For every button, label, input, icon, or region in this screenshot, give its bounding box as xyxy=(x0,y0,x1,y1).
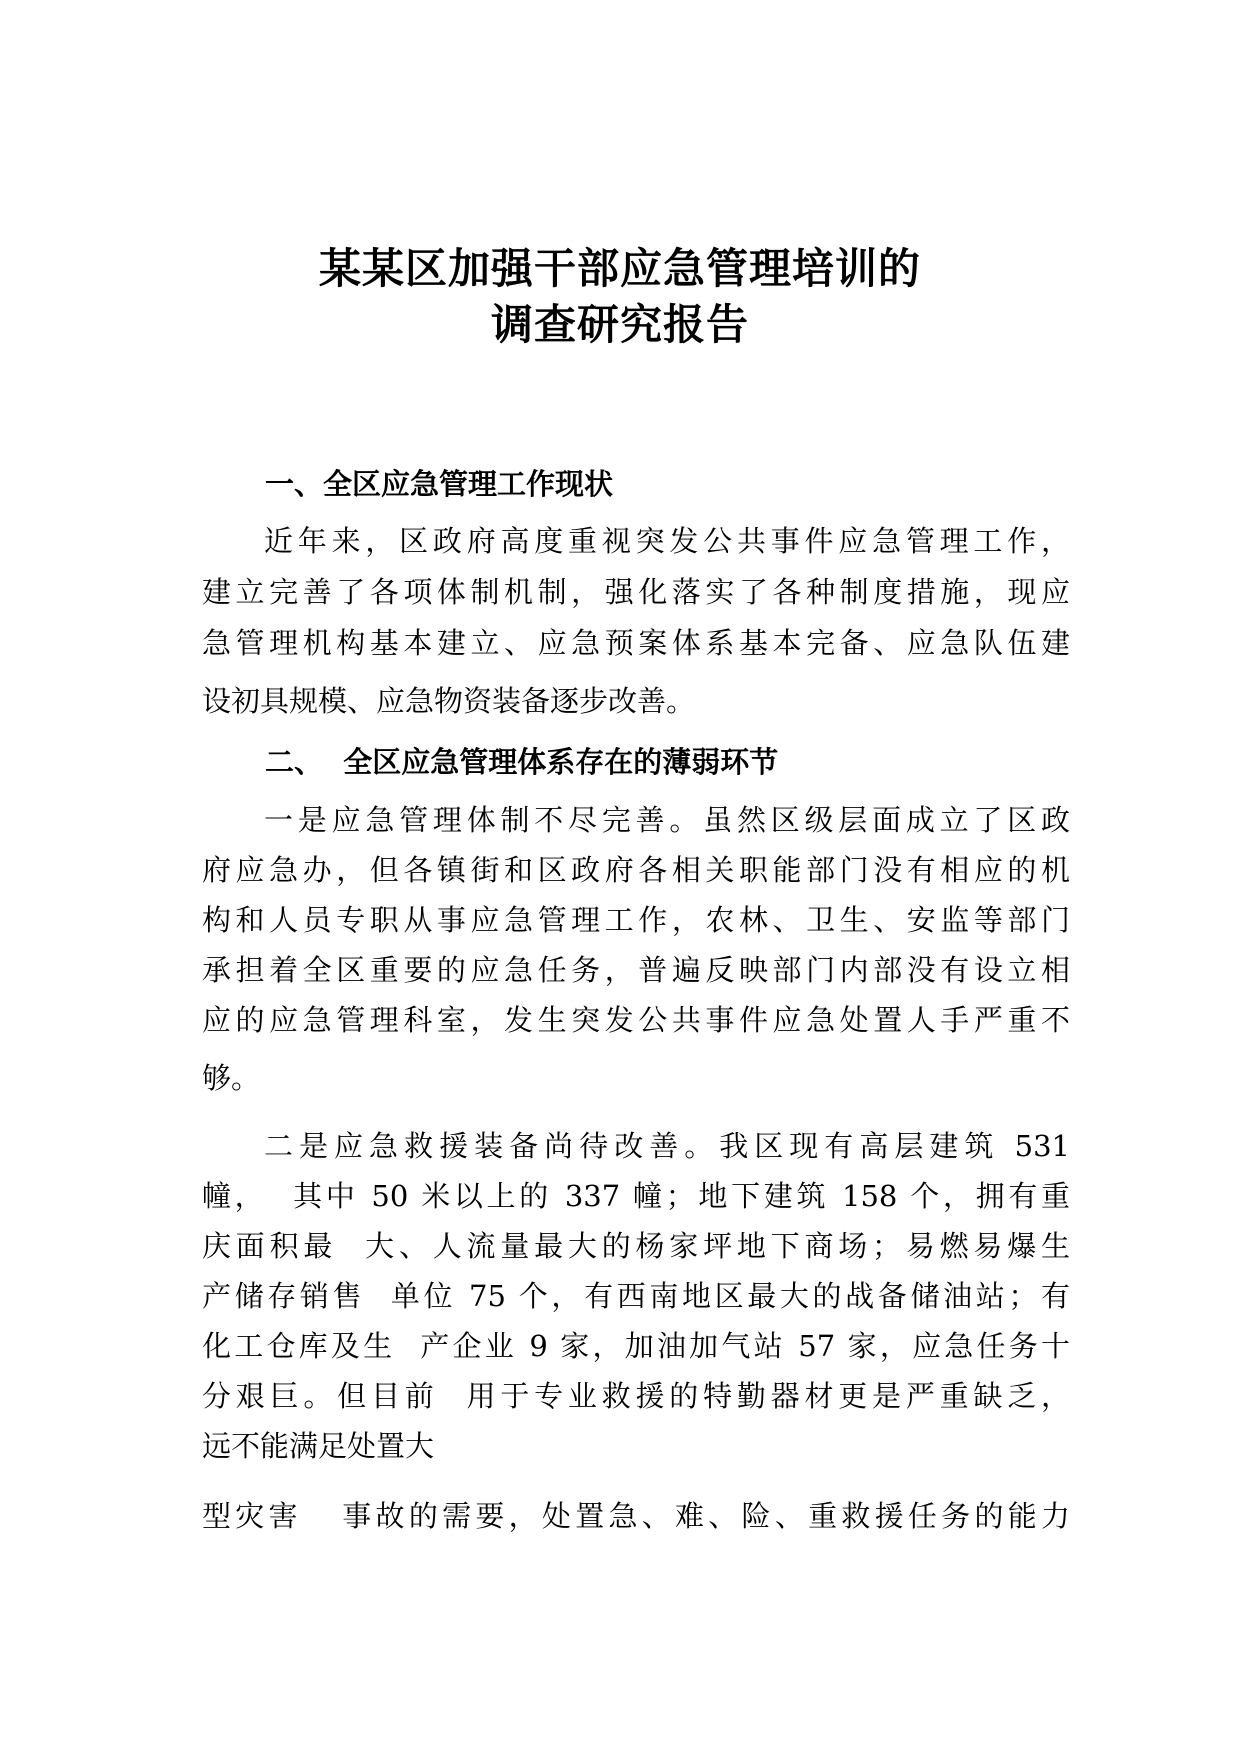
section-heading-2: 二、 全区应急管理体系存在的薄弱环节 xyxy=(265,745,779,779)
paragraph-line: 应的应急管理科室，发生突发公共事件应急处置人手严重不 xyxy=(202,1003,1070,1037)
paragraph-line: 够。 xyxy=(202,1061,261,1095)
paragraph-line: 构和人员专职从事应急管理工作，农林、卫生、安监等部门 xyxy=(202,903,1070,937)
paragraph-line: 远不能满足处置大 xyxy=(202,1429,435,1463)
paragraph-line: 化工仓库及生 产企业 9 家，加油加气站 57 家，应急任务十 xyxy=(202,1329,1070,1363)
document-title-line-2: 调查研究报告 xyxy=(490,300,749,349)
section-heading-1: 一、全区应急管理工作现状 xyxy=(265,467,614,501)
document-title-line-1: 某某区加强干部应急管理培训的 xyxy=(318,244,921,293)
paragraph-line: 一是应急管理体制不尽完善。虽然区级层面成立了区政 xyxy=(264,803,1070,837)
paragraph-line: 分艰巨。但目前 用于专业救援的特勤器材更是严重缺乏， xyxy=(202,1379,1070,1413)
paragraph-line: 建立完善了各项体制机制，强化落实了各种制度措施，现应 xyxy=(202,575,1070,609)
paragraph-line: 急管理机构基本建立、应急预案体系基本完备、应急队伍建 xyxy=(202,626,1070,660)
paragraph-line: 承担着全区重要的应急任务，普遍反映部门内部没有设立相 xyxy=(202,953,1070,987)
paragraph-line: 府应急办，但各镇街和区政府各相关职能部门没有相应的机 xyxy=(202,853,1070,887)
paragraph-line: 型灾害 事故的需要，处置急、难、险、重救援任务的能力 xyxy=(202,1499,1070,1533)
paragraph-line: 幢， 其中 50 米以上的 337 幢；地下建筑 158 个，拥有重 xyxy=(202,1179,1070,1213)
paragraph-line: 产储存销售 单位 75 个，有西南地区最大的战备储油站；有 xyxy=(202,1279,1070,1313)
paragraph-line: 近年来，区政府高度重视突发公共事件应急管理工作， xyxy=(264,524,1070,558)
paragraph-line: 庆面积最 大、人流量最大的杨家坪地下商场；易燃易爆生 xyxy=(202,1229,1070,1263)
paragraph-line: 二是应急救援装备尚待改善。我区现有高层建筑 531 xyxy=(264,1129,1070,1163)
paragraph-line: 设初具规模、应急物资装备逐步改善。 xyxy=(202,684,696,718)
